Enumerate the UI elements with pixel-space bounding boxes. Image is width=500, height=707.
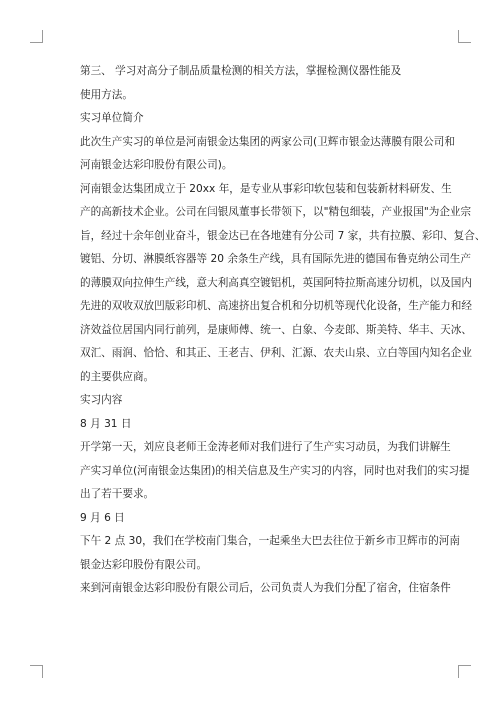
text-line: 旨，经过十余年创业奋斗，银金达已在各地建有分公司 7 家，共有拉膜、彩印、复合、 [80, 229, 486, 242]
text-line: 双汇、雨润、恰恰、和其正、王老吉、伊利、汇源、农夫山泉、立白等国内知名企业 [80, 347, 472, 359]
text-line: 的薄膜双向拉伸生产线，意大利高真空镀铝机，英国阿特拉斯高速分切机，以及国内 [80, 276, 472, 289]
text-line: 下午 2 点 30，我们在学校南门集合，一起乘坐大巴去往位于新乡市卫辉市的河南 [80, 535, 460, 547]
text-line: 此次生产实习的单位是河南银金达集团的两家公司(卫辉市银金达薄膜有限公司和 [80, 135, 455, 148]
text-line: 河南银金达彩印股份有限公司)。 [80, 159, 233, 171]
text-line: 产实习单位(河南银金达集团)的相关信息及生产实习的内容，同时也对我们的实习提 [80, 464, 470, 477]
text-line: 河南银金达集团成立于 20xx 年，是专业从事彩印软包装和包装新材料研发、生 [80, 182, 452, 195]
document-page [80, 60, 486, 601]
text-line: 银金达彩印股份有限公司。 [80, 558, 208, 571]
section-heading: 实习单位简介 [80, 112, 144, 124]
section-heading: 实习内容 [80, 394, 123, 406]
text-line: 济效益位居国内同行前列，是康师傅、统一、白象、今麦郎、斯美特、华丰、天冰、 [80, 323, 472, 336]
text-line: 来到河南银金达彩印股份有限公司后，公司负责人为我们分配了宿舍，住宿条件 [80, 582, 451, 594]
text-line: 先进的双收双放凹版彩印机、高速挤出复合机和分切机等现代化设备，生产能力和经 [80, 300, 472, 312]
text-line: 第三、 学习对高分子制品质量检测的相关方法，掌握检测仪器性能及 [80, 65, 402, 77]
date-heading: 8 月 31 日 [80, 417, 132, 430]
text-line: 产的高新技术企业。公司在闫银凤董事长带领下，以"精包细装，产业报国"为企业宗 [80, 206, 472, 218]
text-line: 开学第一天，刘应良老师王金涛老师对我们进行了生产实习动员，为我们讲解生 [80, 441, 451, 453]
crop-mark-top-right [458, 30, 471, 43]
crop-mark-top-left [30, 30, 43, 43]
crop-mark-bottom-left [30, 665, 43, 678]
text-line: 出了若干要求。 [80, 488, 155, 500]
crop-mark-bottom-right [458, 665, 471, 678]
date-heading: 9 月 6 日 [80, 511, 125, 524]
text-line: 使用方法。 [80, 88, 133, 101]
text-line: 镀铝、分切、淋膜纸容器等 20 余条生产线，具有国际先进的德国布鲁克纳公司生产 [80, 253, 471, 265]
text-line: 的主要供应商。 [80, 370, 155, 383]
